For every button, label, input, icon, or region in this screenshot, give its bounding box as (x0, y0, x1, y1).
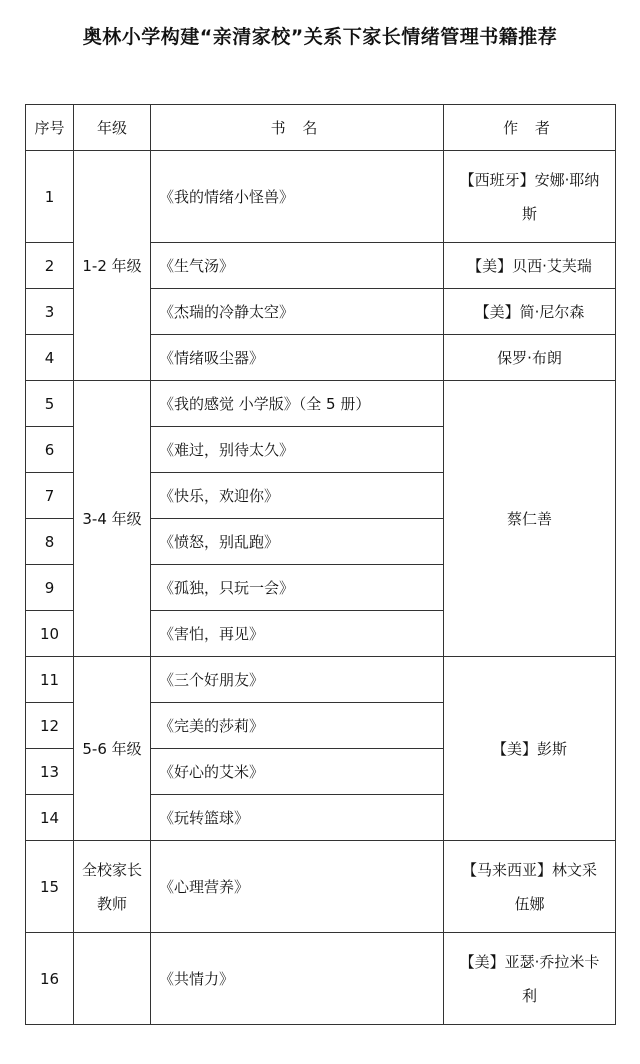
table-row (26, 841, 616, 933)
table-row (26, 933, 616, 1025)
author-cell (444, 933, 616, 1025)
row-index: 15 (26, 841, 74, 933)
grade-line: 全校家长 (81, 860, 142, 879)
table-header-row (26, 105, 616, 151)
author-cell (444, 841, 616, 933)
row-index: 6 (26, 427, 74, 473)
author-cell: 【美】贝西·艾芙瑞 (444, 243, 616, 289)
author-cell-shared-3-4: 蔡仁善 (444, 381, 616, 657)
book-title: 《玩转篮球》 (151, 795, 444, 841)
row-index: 8 (26, 519, 74, 565)
row-index: 16 (26, 933, 74, 1025)
header-index: 序号 (26, 105, 74, 151)
row-index: 12 (26, 703, 74, 749)
row-index: 9 (26, 565, 74, 611)
row-index: 2 (26, 243, 74, 289)
book-title: 《愤怒，别乱跑》 (151, 519, 444, 565)
author-line: 【美】亚瑟·乔拉米卡 (459, 952, 600, 971)
header-book: 书 名 (151, 105, 444, 151)
grade-cell-empty (74, 933, 151, 1025)
author-line: 利 (521, 986, 537, 1005)
author-cell: 【美】简·尼尔森 (444, 289, 616, 335)
row-index: 5 (26, 381, 74, 427)
table-row (26, 151, 616, 243)
book-title: 《我的感觉 小学版》（全 5 册） (151, 381, 444, 427)
table-row (26, 381, 616, 427)
book-title: 《共情力》 (151, 933, 444, 1025)
row-index: 14 (26, 795, 74, 841)
grade-cell-all (74, 841, 151, 933)
book-title: 《生气汤》 (151, 243, 444, 289)
row-index: 13 (26, 749, 74, 795)
author-line: 【马来西亚】林文采 (461, 860, 597, 879)
author-cell: 保罗·布朗 (444, 335, 616, 381)
header-author: 作 者 (444, 105, 616, 151)
book-title: 《杰瑞的冷静太空》 (151, 289, 444, 335)
grade-cell-1-2: 1-2 年级 (74, 151, 151, 381)
book-title: 《好心的艾米》 (151, 749, 444, 795)
grade-cell-5-6: 5-6 年级 (74, 657, 151, 841)
author-line: 【西班牙】安娜·耶纳 (459, 170, 600, 189)
row-index: 4 (26, 335, 74, 381)
book-title: 《三个好朋友》 (151, 657, 444, 703)
book-recommendation-table (25, 104, 616, 1025)
row-index: 1 (26, 151, 74, 243)
row-index: 3 (26, 289, 74, 335)
grade-line: 教师 (96, 894, 127, 913)
book-title: 《心理营养》 (151, 841, 444, 933)
table-row (26, 657, 616, 703)
row-index: 11 (26, 657, 74, 703)
book-title: 《完美的莎莉》 (151, 703, 444, 749)
row-index: 10 (26, 611, 74, 657)
grade-cell-3-4: 3-4 年级 (74, 381, 151, 657)
row-index: 7 (26, 473, 74, 519)
book-title: 《情绪吸尘器》 (151, 335, 444, 381)
page-title: 奥林小学构建“亲清家校”关系下家长情绪管理书籍推荐 (82, 26, 558, 48)
header-grade: 年级 (74, 105, 151, 151)
book-title: 《我的情绪小怪兽》 (151, 151, 444, 243)
author-cell (444, 151, 616, 243)
author-line: 伍娜 (514, 894, 545, 913)
author-cell-shared-5-6: 【美】彭斯 (444, 657, 616, 841)
book-title: 《害怕，再见》 (151, 611, 444, 657)
author-line: 斯 (521, 204, 537, 223)
book-title: 《快乐，欢迎你》 (151, 473, 444, 519)
book-title: 《孤独，只玩一会》 (151, 565, 444, 611)
book-title: 《难过，别待太久》 (151, 427, 444, 473)
